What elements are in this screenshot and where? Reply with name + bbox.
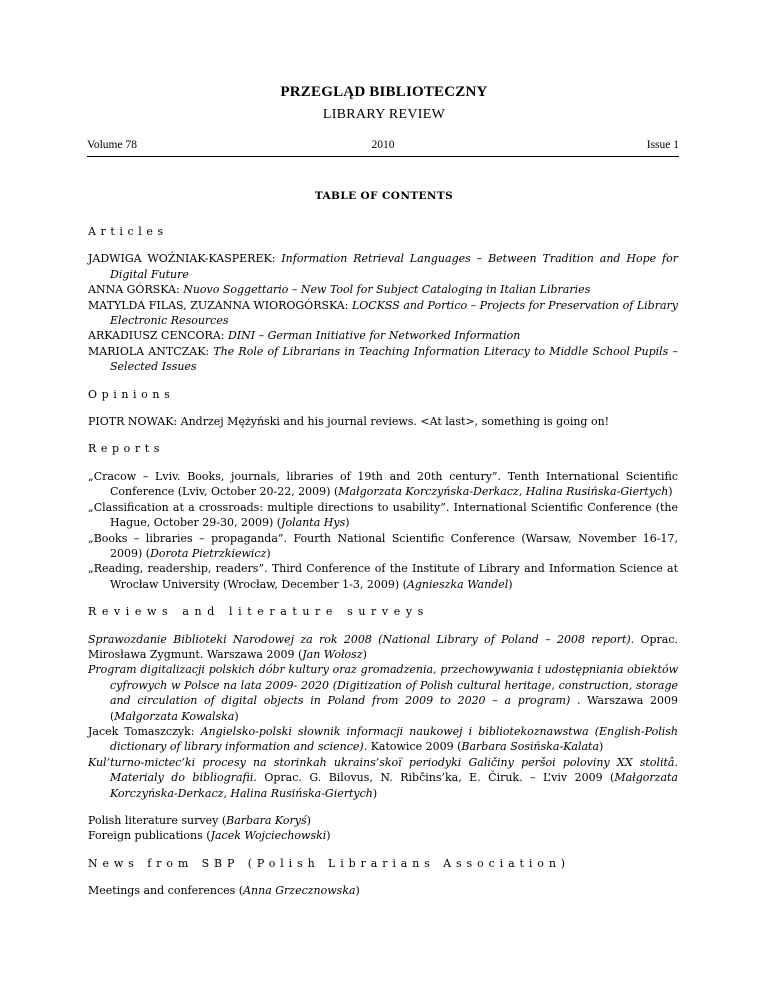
author: MARIOLA ANTCZAK: <box>88 344 214 358</box>
journal-title: PRZEGLĄD BIBLIOTECZNY <box>280 84 488 100</box>
reviewed-title: Sprawozdanie Biblioteki Narodowej za rok 2008 (National Library of Poland – 2008 report). <box>88 632 635 646</box>
review-details: Oprac. G. Bilovus, N. Ribčins’ka, E. Čiruk. – L’viv 2009 ( <box>256 771 615 785</box>
review-extra-entry <box>88 813 678 828</box>
review-entry <box>88 632 678 663</box>
reviewer: Małgorzata Korczyńska-Derkacz, Halina Rusińska-Giertych <box>110 771 678 800</box>
reviewer: Jolanta Hys <box>281 516 346 530</box>
issue-meta <box>87 139 679 155</box>
toc-title: TABLE OF CONTENTS <box>314 190 454 202</box>
report-entry <box>88 531 678 562</box>
review-entry <box>88 755 678 801</box>
paren: ) <box>234 709 239 723</box>
article-title: The Role of Librarians in Teaching Information Literacy to Middle School Pupils – Selected Issues <box>110 344 679 374</box>
news-text: Meetings and conferences ( <box>88 884 244 898</box>
reviewer: Dorota Pietrzkiewicz <box>150 546 267 560</box>
section-heading-reviews: Reviews and literature surveys <box>88 605 429 619</box>
reviewer: Anna Grzecznowska <box>243 884 356 898</box>
reviewer: Jan Wołosz <box>302 647 363 661</box>
reviewer: Barbara Koryś <box>226 814 307 827</box>
report-text: „Books – libraries – propaganda”. Fourth National Scientific Conference (Warsaw, November 16-17, 2009) ( <box>88 531 678 560</box>
paren: ) <box>372 786 378 800</box>
section-heading-news: News from SBP (Polish Librarians Association) <box>88 856 570 870</box>
paren: ) <box>306 814 311 827</box>
author: ARKADIUSZ CENCORA: <box>88 329 228 343</box>
header-rule <box>87 156 679 157</box>
author: JADWIGA WOŹNIAK-KASPEREK: <box>88 252 282 266</box>
year: 2010 <box>371 139 395 151</box>
paren: ) <box>355 884 360 898</box>
reviewer: Agnieszka Wandel <box>406 577 509 591</box>
author: MATYLDA FILAS, ZUZANNA WIOROGÓRSKA: <box>88 298 352 312</box>
review-details: . Warszawa 2009 ( <box>110 694 678 723</box>
report-entry <box>88 500 678 531</box>
issue: Issue 1 <box>646 139 679 151</box>
article-entry <box>88 298 678 329</box>
news-entry <box>88 883 678 898</box>
report-text: „Reading, readership, readers”. Third Conference of the Institute of Library and Information Science at Wrocław University (Wrocław, December 1-3, 2009) ( <box>88 562 678 591</box>
paren: ) <box>668 485 673 499</box>
paren: ) <box>599 740 604 754</box>
reviewer: Jacek Wojciechowski <box>210 829 327 843</box>
reviewed-title: Kul’turno-mictec’ki procesy na storinkah ukrains’skoï periodyki Galičiny peršoi poloviny XX stolitâ. Materialy do bibliografii. <box>88 755 678 785</box>
report-entry <box>88 469 678 500</box>
review-entry <box>88 724 678 755</box>
reviewer: Małgorzata Korczyńska-Derkacz, Halina Rusińska-Giertych <box>338 485 669 499</box>
section-heading-opinions: Opinions <box>88 387 175 401</box>
article-entry <box>88 282 678 297</box>
reviewer: Barbara Sosińska-Kalata <box>461 740 600 754</box>
article-title: Nuovo Soggettario – New Tool for Subject Cataloging in Italian Libraries <box>183 283 591 297</box>
paren: ) <box>362 647 367 661</box>
opinion-entry: PIOTR NOWAK: Andrzej Mężyński and his journal reviews. <At last>, something is going on! <box>88 415 610 429</box>
report-text: „Cracow – Lviv. Books, journals, libraries of 19th and 20th century”. Tenth International Scientific Conference (Lviv, October 20-22, 2009) ( <box>88 469 678 499</box>
paren: ) <box>345 516 350 530</box>
section-heading-articles: Articles <box>88 225 168 238</box>
review-details: Katowice 2009 ( <box>367 740 462 754</box>
article-entry <box>88 344 678 375</box>
toc-content <box>88 224 678 899</box>
article-entry <box>88 251 678 282</box>
article-title: LOCKSS and Portico – Projects for Preservation of Library Electronic Resources <box>110 298 678 328</box>
volume: Volume 78 <box>87 139 137 151</box>
paren: ) <box>266 546 271 560</box>
reviewed-title: Angielsko-polski słownik informacji naukowej i bibliotekoznawstwa (English-Polish dictionary of library information and science). <box>110 724 679 754</box>
review-details: Oprac. Mirosława Zygmunt. Warszawa 2009 ( <box>88 632 678 661</box>
author: ANNA GÓRSKA: <box>88 283 184 297</box>
report-entry <box>88 561 678 592</box>
article-title: DINI – German Initiative for Networked Information <box>228 329 521 343</box>
report-text: „Classification at a crossroads: multiple directions to usability”. International Scientific Conference (the Hague, October 29-30, 2009) ( <box>88 500 678 530</box>
paren: ) <box>508 577 513 591</box>
review-entry <box>88 662 678 724</box>
section-heading-reports: Reports <box>88 442 164 456</box>
journal-subtitle: LIBRARY REVIEW <box>322 107 446 122</box>
review-lead: Jacek Tomaszczyk: <box>88 724 201 738</box>
reviewed-title: Program digitalizacji polskich dóbr kultury oraz gromadzenia, przechowywania i udostępniania obiektów cyfrowych w Polsce na lata 2009- 2020 (Digitization of Polish cultural heritage, construction, storage and circulation of digital objects in Poland from 2009 to 2020 – a program) <box>88 663 678 708</box>
extra-text: Foreign publications ( <box>88 829 211 843</box>
reviewer: Małgorzata Kowalska <box>114 709 235 723</box>
article-title: Information Retrieval Languages – Between Tradition and Hope for Digital Future <box>110 252 678 281</box>
article-entry <box>88 328 678 343</box>
paren: ) <box>326 829 331 843</box>
review-extra-entry <box>88 828 678 843</box>
extra-text: Polish literature survey ( <box>88 814 227 827</box>
